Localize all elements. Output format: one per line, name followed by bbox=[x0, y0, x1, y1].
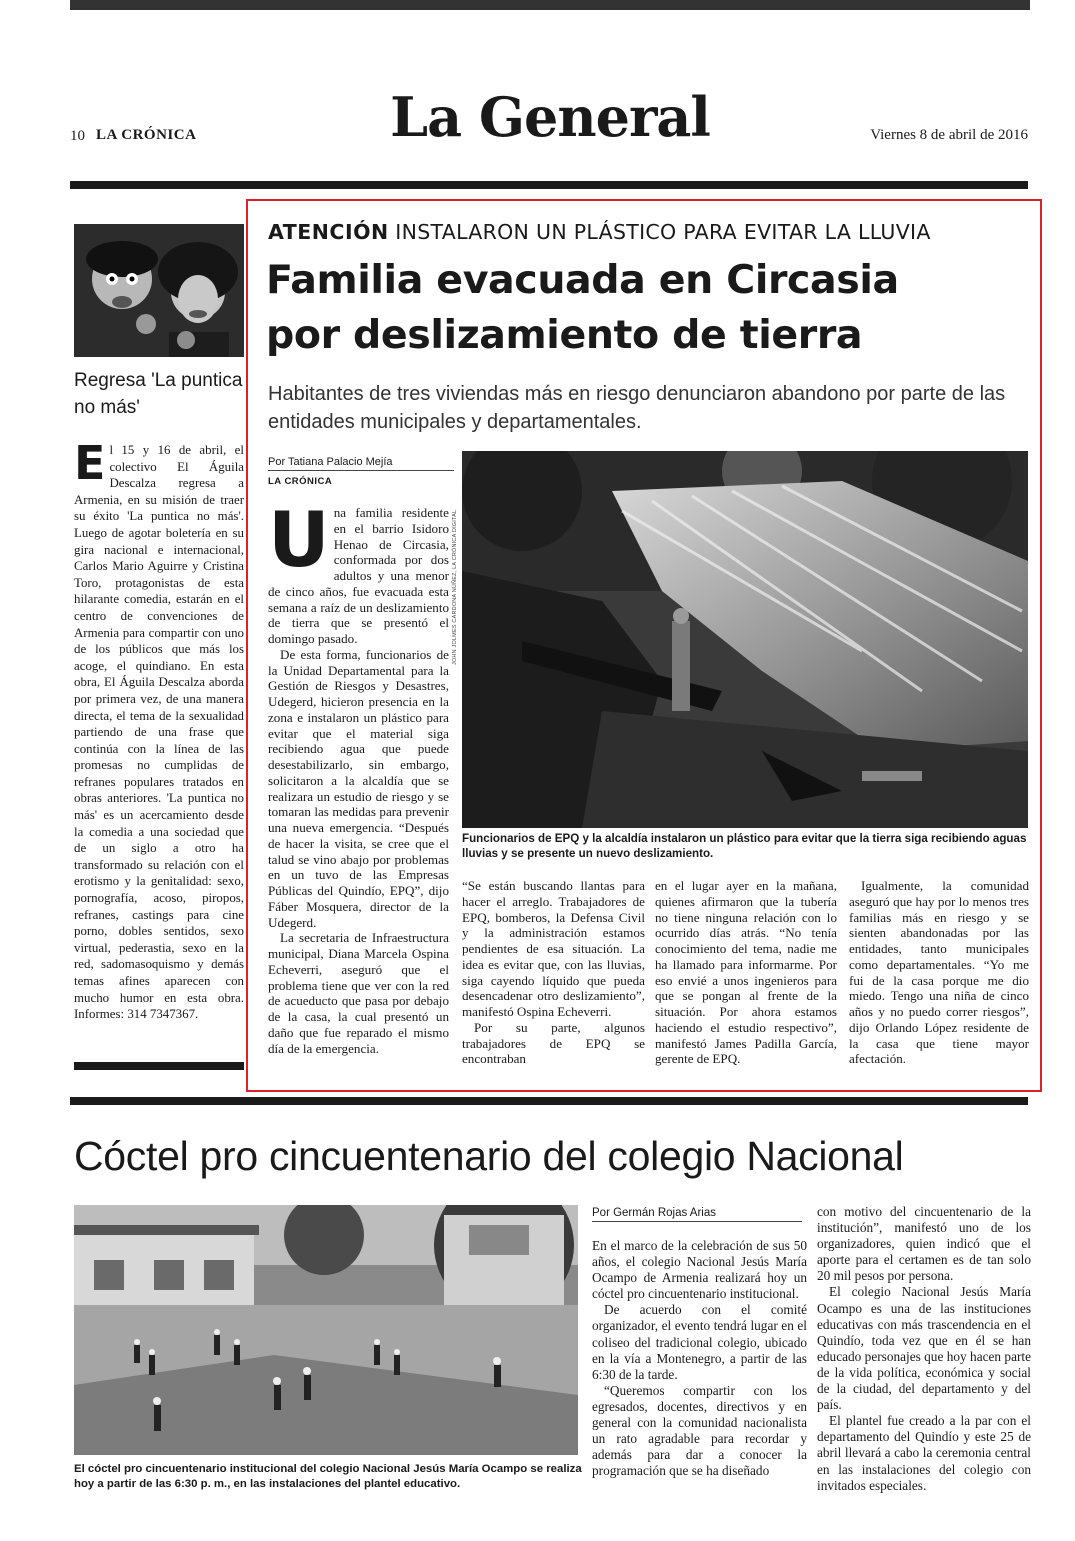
main-col-2-p1: “Se están buscando llantas para hacer el arreglo. Trabajadores de EPQ, bomberos, la Defensa Civil y la administración estamos pendientes de esa situación. La idea es evitar que, con las lluvias, siga cayendo líquido que pueda desencadenar otro deslizamiento”, manifestó Ospina Echeverri. bbox=[462, 878, 645, 1019]
deck: Habitantes de tres viviendas más en riesgo denunciaron abandono por parte de las entidades municipales y departamentales. bbox=[268, 383, 1006, 433]
sidebar-dropcap: E bbox=[74, 436, 106, 490]
header-rule bbox=[70, 181, 1028, 189]
main-byline: Por Tatiana Palacio Mejía bbox=[268, 456, 454, 471]
main-col-3-p1: en el lugar ayer en la mañana, quienes afirmaron que la tubería no tiene ninguna relación con lo ocurrido días atrás. “No tenía conocimiento del tema, nadie me ha llamado para informarme. Por eso envié a unos ingenieros para que se pongan al frente de la situación. Por ahora estamos haciendo el estudio respectivo”, manifestó James Padilla García, gerente de EPQ. bbox=[655, 878, 837, 1067]
sidebar-body bbox=[74, 436, 244, 1023]
photo-credit: JOHN JOLMES CARDONA NÚÑEZ, LA CRÓNICA DIGITAL bbox=[452, 509, 458, 665]
bottom-col-2-p1: con motivo del cincuentenario de la institución”, manifestó uno de los organizadores, quien indicó que el aporte para el certamen es de tan solo 20 mil pesos por persona. bbox=[817, 1204, 1031, 1284]
bottom-col-2-p2: El colegio Nacional Jesús María Ocampo es una de las instituciones educativas con más trascendencia en el Quindío, toda vez que en él se han educado personajes que hoy hacen parte de la vida política, económica y social de la ciudad, del departamento y del país. bbox=[817, 1284, 1031, 1413]
bottom-byline: Por Germán Rojas Arias bbox=[592, 1207, 802, 1222]
main-col-1-p1: na familia residente en el barrio Isidoro Henao de Circasia, conformada por dos adultos y una menor de cinco años, fue evacuada esta semana a raíz de un deslizamiento de tierra que se presentó el domingo pasado. bbox=[268, 505, 449, 646]
issue-date: Viernes 8 de abril de 2016 bbox=[870, 127, 1028, 143]
main-col-2-p2: Por su parte, algunos trabajadores de EPQ se encontraban bbox=[462, 1019, 645, 1067]
sidebar-text: l 15 y 16 de abril, el colectivo El Águila Descalza regresa a Armenia, en su misión de traer su éxito 'La puntica no más'. Luego de agotar boletería en su gira nacional e internacional, Carlos Mario Aguirre y Cristina Toro, protagonistas de esta hilarante comedia, estarán en el centro de convenciones de Armenia para compartir con uno de los públicos que más los acoge, el quindiano. En esta obra, El Águila Descalza aborda por primera vez, de una manera directa, el tema de la sexualidad partiendo de una frase que continúa con la línea de las promesas no cumplidas de refranes populares tratados en obras anteriores. 'La puntica no más' es un acercamiento desde la comedia a una sociedad que de un siglo a otro ha transformado su relación con el erotismo y la genitalidad: sexo, pornografía, acoso, piropos, refranes, castings para cine porno, dobles sentidos, sexo virtual, pederastia, sexo en la red, sadomasoquismo y demás temas afines aparecen con mucho humor en esta obra. Informes: 314 7347367. bbox=[74, 443, 244, 1022]
bottom-headline: Cóctel pro cincuentenario del colegio Nacional bbox=[74, 1133, 904, 1179]
kicker-text: INSTALARON UN PLÁSTICO PARA EVITAR LA LLUVIA bbox=[395, 220, 931, 244]
headline-line-1: Familia evacuada en Circasia bbox=[266, 257, 899, 303]
main-dropcap: U bbox=[268, 495, 330, 584]
bottom-col-2 bbox=[817, 1204, 1031, 1494]
main-col-4-p1: Igualmente, la comunidad aseguró que hay por lo menos tres familias más en riesgo y se sienten abandonadas por las entidades, tanto municipales como departamentales. “Yo me fui de la casa porque me dio miedo. Tengo una niña de cinco años y no puedo correr riesgos”, dijo Orlando López residente de la casa que tiene mayor afectación. bbox=[849, 878, 1029, 1067]
kicker bbox=[268, 217, 1028, 247]
page-number: 10 bbox=[70, 128, 85, 144]
bottom-photo-caption: El cóctel pro cincuentenario institucional del colegio Nacional Jesús María Ocampo se realiza hoy a partir de las 6:30 p. m., en las instalaciones del plantel educativo. bbox=[74, 1463, 582, 1490]
sidebar-end-rule bbox=[74, 1062, 244, 1070]
headline-line-2: por deslizamiento de tierra bbox=[266, 312, 863, 358]
bottom-col-1 bbox=[592, 1238, 807, 1479]
section-title: La General bbox=[390, 85, 710, 149]
main-col-4 bbox=[849, 878, 1029, 1067]
main-col-2 bbox=[462, 878, 645, 1067]
main-byline-outlet: LA CRÓNICA bbox=[268, 476, 333, 487]
main-col-1 bbox=[268, 495, 449, 1056]
bottom-col-1-p2: De acuerdo con el comité organizador, el evento tendrá lugar en el coliseo del tradicional colegio, ubicado en la vía a Montenegro, a partir de las 6:30 de la tarde. bbox=[592, 1302, 807, 1382]
main-col-3 bbox=[655, 878, 837, 1067]
top-edge-rule bbox=[70, 0, 1030, 10]
performers-image bbox=[74, 224, 244, 357]
bottom-section-rule bbox=[70, 1097, 1028, 1105]
bottom-col-1-p3: “Queremos compartir con los egresados, docentes, directivos y en general con la comunidad nacionalista un rato agradable para recordar y además para dar a conocer la programación que se ha diseñado bbox=[592, 1382, 807, 1479]
main-col-1-p3: La secretaria de Infraestructura municipal, Diana Marcela Ospina Echeverri, aseguró que el problema tiene que ver con la red de acueducto que pasa por debajo de la casa, la cual presentó un daño que fue reparado el mismo día de la emergencia. bbox=[268, 930, 449, 1056]
kicker-label: ATENCIÓN bbox=[268, 220, 389, 244]
sidebar-headline: Regresa 'La puntica no más' bbox=[74, 370, 243, 418]
bottom-col-2-p3: El plantel fue creado a la par con el departamento del Quindío y este 25 de abril llevará a cabo la ceremonia central en las instalaciones del colegio con invitados especiales. bbox=[817, 1413, 1031, 1493]
paper-name: LA CRÓNICA bbox=[96, 127, 197, 143]
bottom-photo bbox=[74, 1205, 578, 1455]
main-headline bbox=[266, 253, 1036, 363]
landslide-tarp-image bbox=[462, 451, 1028, 828]
school-courtyard-image bbox=[74, 1205, 578, 1455]
bottom-col-1-p1: En el marco de la celebración de sus 50 años, el colegio Nacional Jesús María Ocampo de Armenia realizará hoy un cóctel pro cincuentenario institucional. bbox=[592, 1238, 807, 1302]
main-photo bbox=[462, 451, 1028, 828]
sidebar-photo bbox=[74, 224, 244, 357]
main-col-1-p2: De esta forma, funcionarios de la Unidad Departamental para la Gestión de Riesgos y Desastres, Udegerd, hicieron presencia en la zona e instalaron un plástico para evitar que el material siga recibiendo agua que puede desestabilizarlo, sin embargo, solicitaron a la alcaldía que se realizara un estudio de riesgo y se tomaran las medidas para prevenir una nueva emergencia. “Después de hacer la visita, se cree que el talud se vino abajo por problemas en un tuvo de las Empresas Públicas del Quindío, EPQ”, dijo Fáber Mosquera, director de la Udegerd. bbox=[268, 646, 449, 930]
main-photo-caption: Funcionarios de EPQ y la alcaldía instalaron un plástico para evitar que la tierra siga recibiendo aguas lluvias y se presente un nuevo deslizamiento. bbox=[462, 832, 1027, 860]
